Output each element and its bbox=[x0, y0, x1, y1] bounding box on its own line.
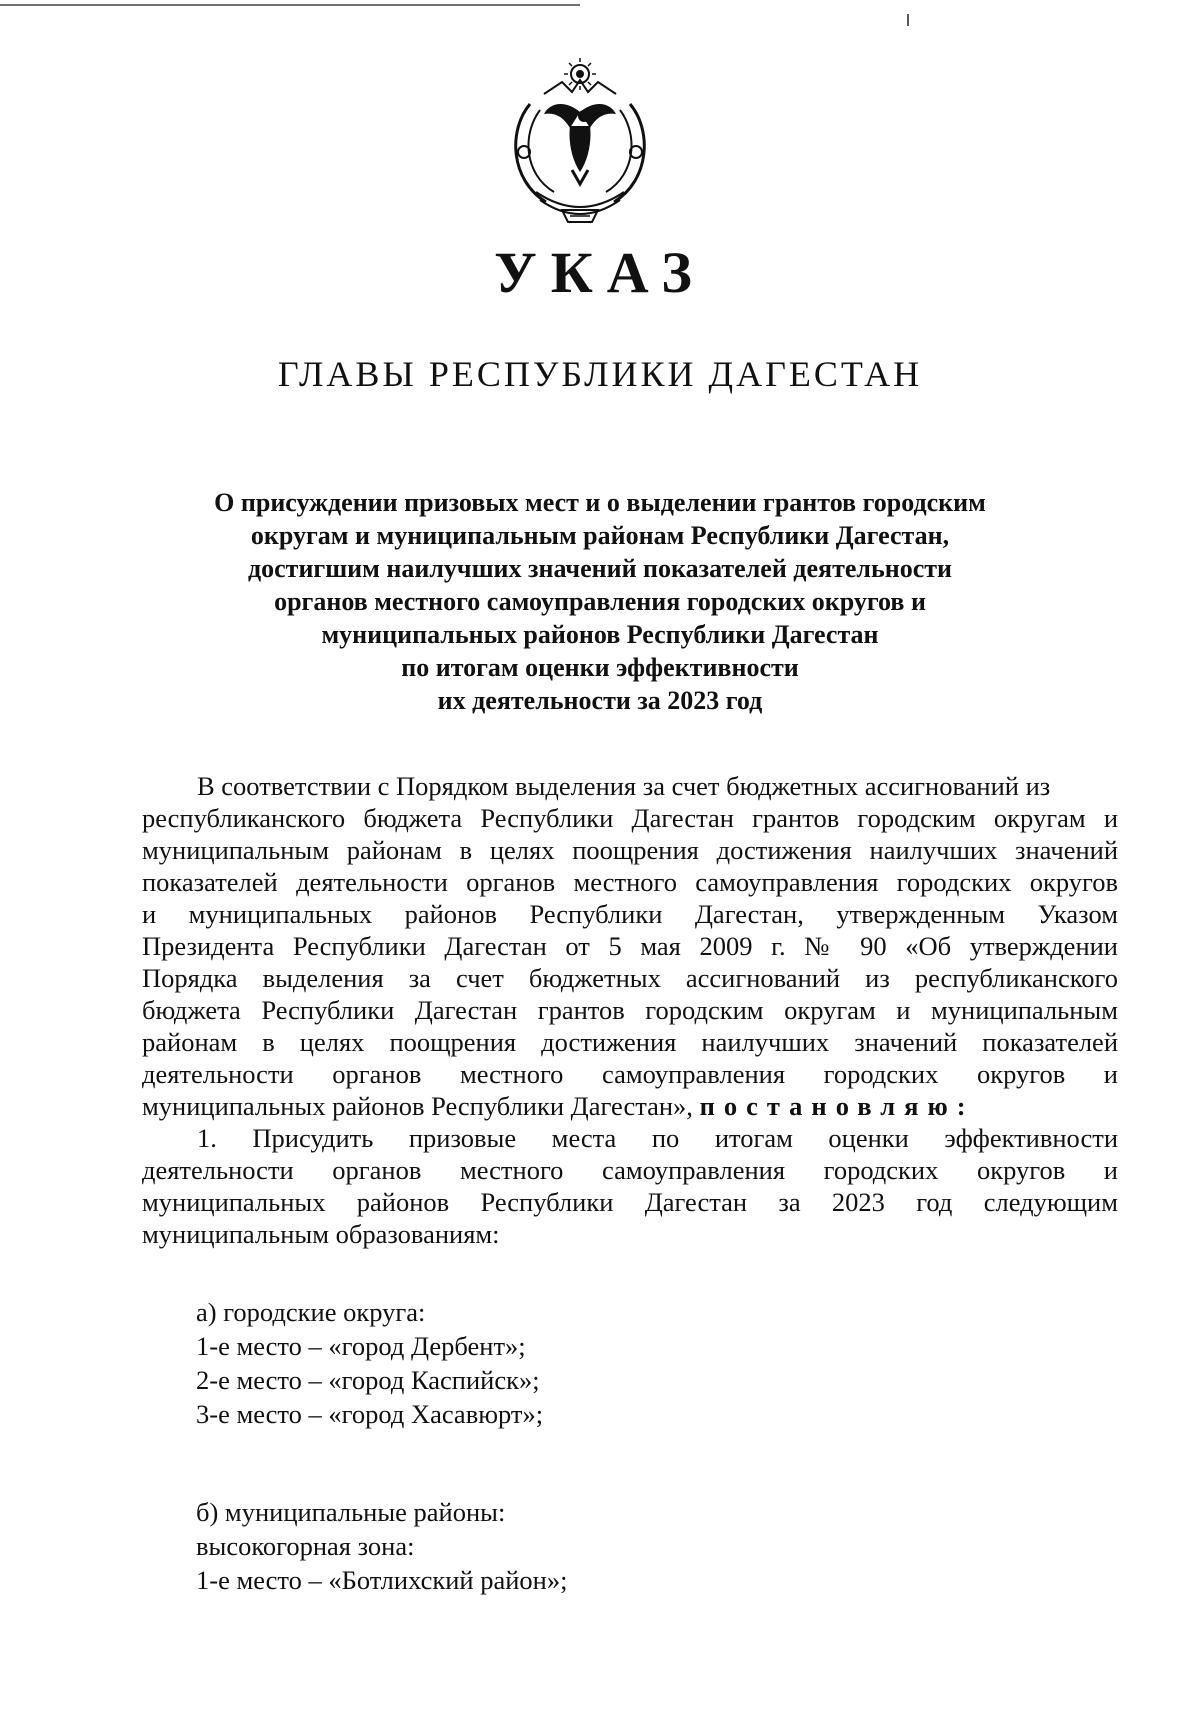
scan-edge-line bbox=[0, 4, 580, 6]
body-line: муниципальных районов Республики Дагестан», bbox=[142, 1091, 693, 1121]
list-item: 2-е место – «город Каспийск»; bbox=[196, 1365, 540, 1395]
body-line: Президента Республики Дагестан от 5 мая 2009 г. № 90 «Об утверждении bbox=[142, 931, 1118, 961]
list-item: 3-е место – «город Хасавюрт»; bbox=[196, 1399, 544, 1429]
decree-title-line: органов местного самоуправления городских округов и bbox=[274, 587, 926, 616]
decree-body bbox=[142, 770, 1118, 1250]
decree-title-line: округам и муниципальным районам Республики Дагестан, bbox=[250, 521, 950, 550]
body-line: 1. Присудить призовые места по итогам оценки эффективности bbox=[197, 1123, 1118, 1153]
decree-title-line: достигшим наилучших значений показателей деятельности bbox=[247, 554, 952, 583]
list-subheading: высокогорная зона: bbox=[196, 1531, 415, 1561]
list-item: 1-е место – «город Дербент»; bbox=[196, 1331, 526, 1361]
decree-title-line: муниципальных районов Республики Дагестан bbox=[321, 620, 879, 649]
urban-districts-list bbox=[196, 1295, 543, 1431]
body-line: муниципальным районам в целях поощрения достижения наилучших значений bbox=[142, 835, 1118, 865]
body-line: и муниципальных районов Республики Дагестан, утвержденным Указом bbox=[142, 899, 1118, 929]
body-line: деятельности органов местного самоуправления городских округов и bbox=[142, 1155, 1118, 1185]
body-line: деятельности органов местного самоуправления городских округов и bbox=[142, 1059, 1118, 1089]
municipal-districts-list bbox=[196, 1495, 567, 1597]
issuer-subtitle: ГЛАВЫ РЕСПУБЛИКИ ДАГЕСТАН bbox=[277, 354, 923, 394]
list-item: 1-е место – «Ботлихский район»; bbox=[196, 1565, 568, 1595]
scan-mark bbox=[907, 14, 909, 26]
resolution-keyword: постановляю: bbox=[699, 1091, 975, 1121]
body-line: муниципальных районов Республики Дагестан за 2023 год следующим bbox=[142, 1187, 1118, 1217]
decree-title-line: их деятельности за 2023 год bbox=[437, 686, 763, 715]
list-heading: а) городские округа: bbox=[196, 1297, 426, 1327]
body-line: республиканского бюджета Республики Дагестан грантов городским округам и bbox=[142, 803, 1118, 833]
body-line: бюджета Республики Дагестан грантов городским округам и муниципальным bbox=[142, 995, 1118, 1025]
body-line: Порядка выделения за счет бюджетных ассигнований из республиканского bbox=[142, 963, 1118, 993]
document-type-title: УКАЗ bbox=[494, 240, 706, 305]
list-heading: б) муниципальные районы: bbox=[196, 1497, 506, 1527]
body-line: районам в целях поощрения достижения наилучших значений показателей bbox=[142, 1027, 1118, 1057]
body-line: В соответствии с Порядком выделения за счет бюджетных ассигнований из bbox=[197, 771, 1051, 801]
body-line-resolution bbox=[142, 1090, 1118, 1122]
body-line: показателей деятельности органов местного самоуправления городских округов bbox=[142, 867, 1118, 897]
coat-of-arms-emblem bbox=[500, 52, 660, 230]
decree-title bbox=[140, 486, 1060, 717]
body-line: муниципальным образованиям: bbox=[142, 1219, 500, 1249]
decree-title-line: по итогам оценки эффективности bbox=[401, 653, 799, 682]
decree-title-line: О присуждении призовых мест и о выделении грантов городским bbox=[214, 488, 986, 517]
